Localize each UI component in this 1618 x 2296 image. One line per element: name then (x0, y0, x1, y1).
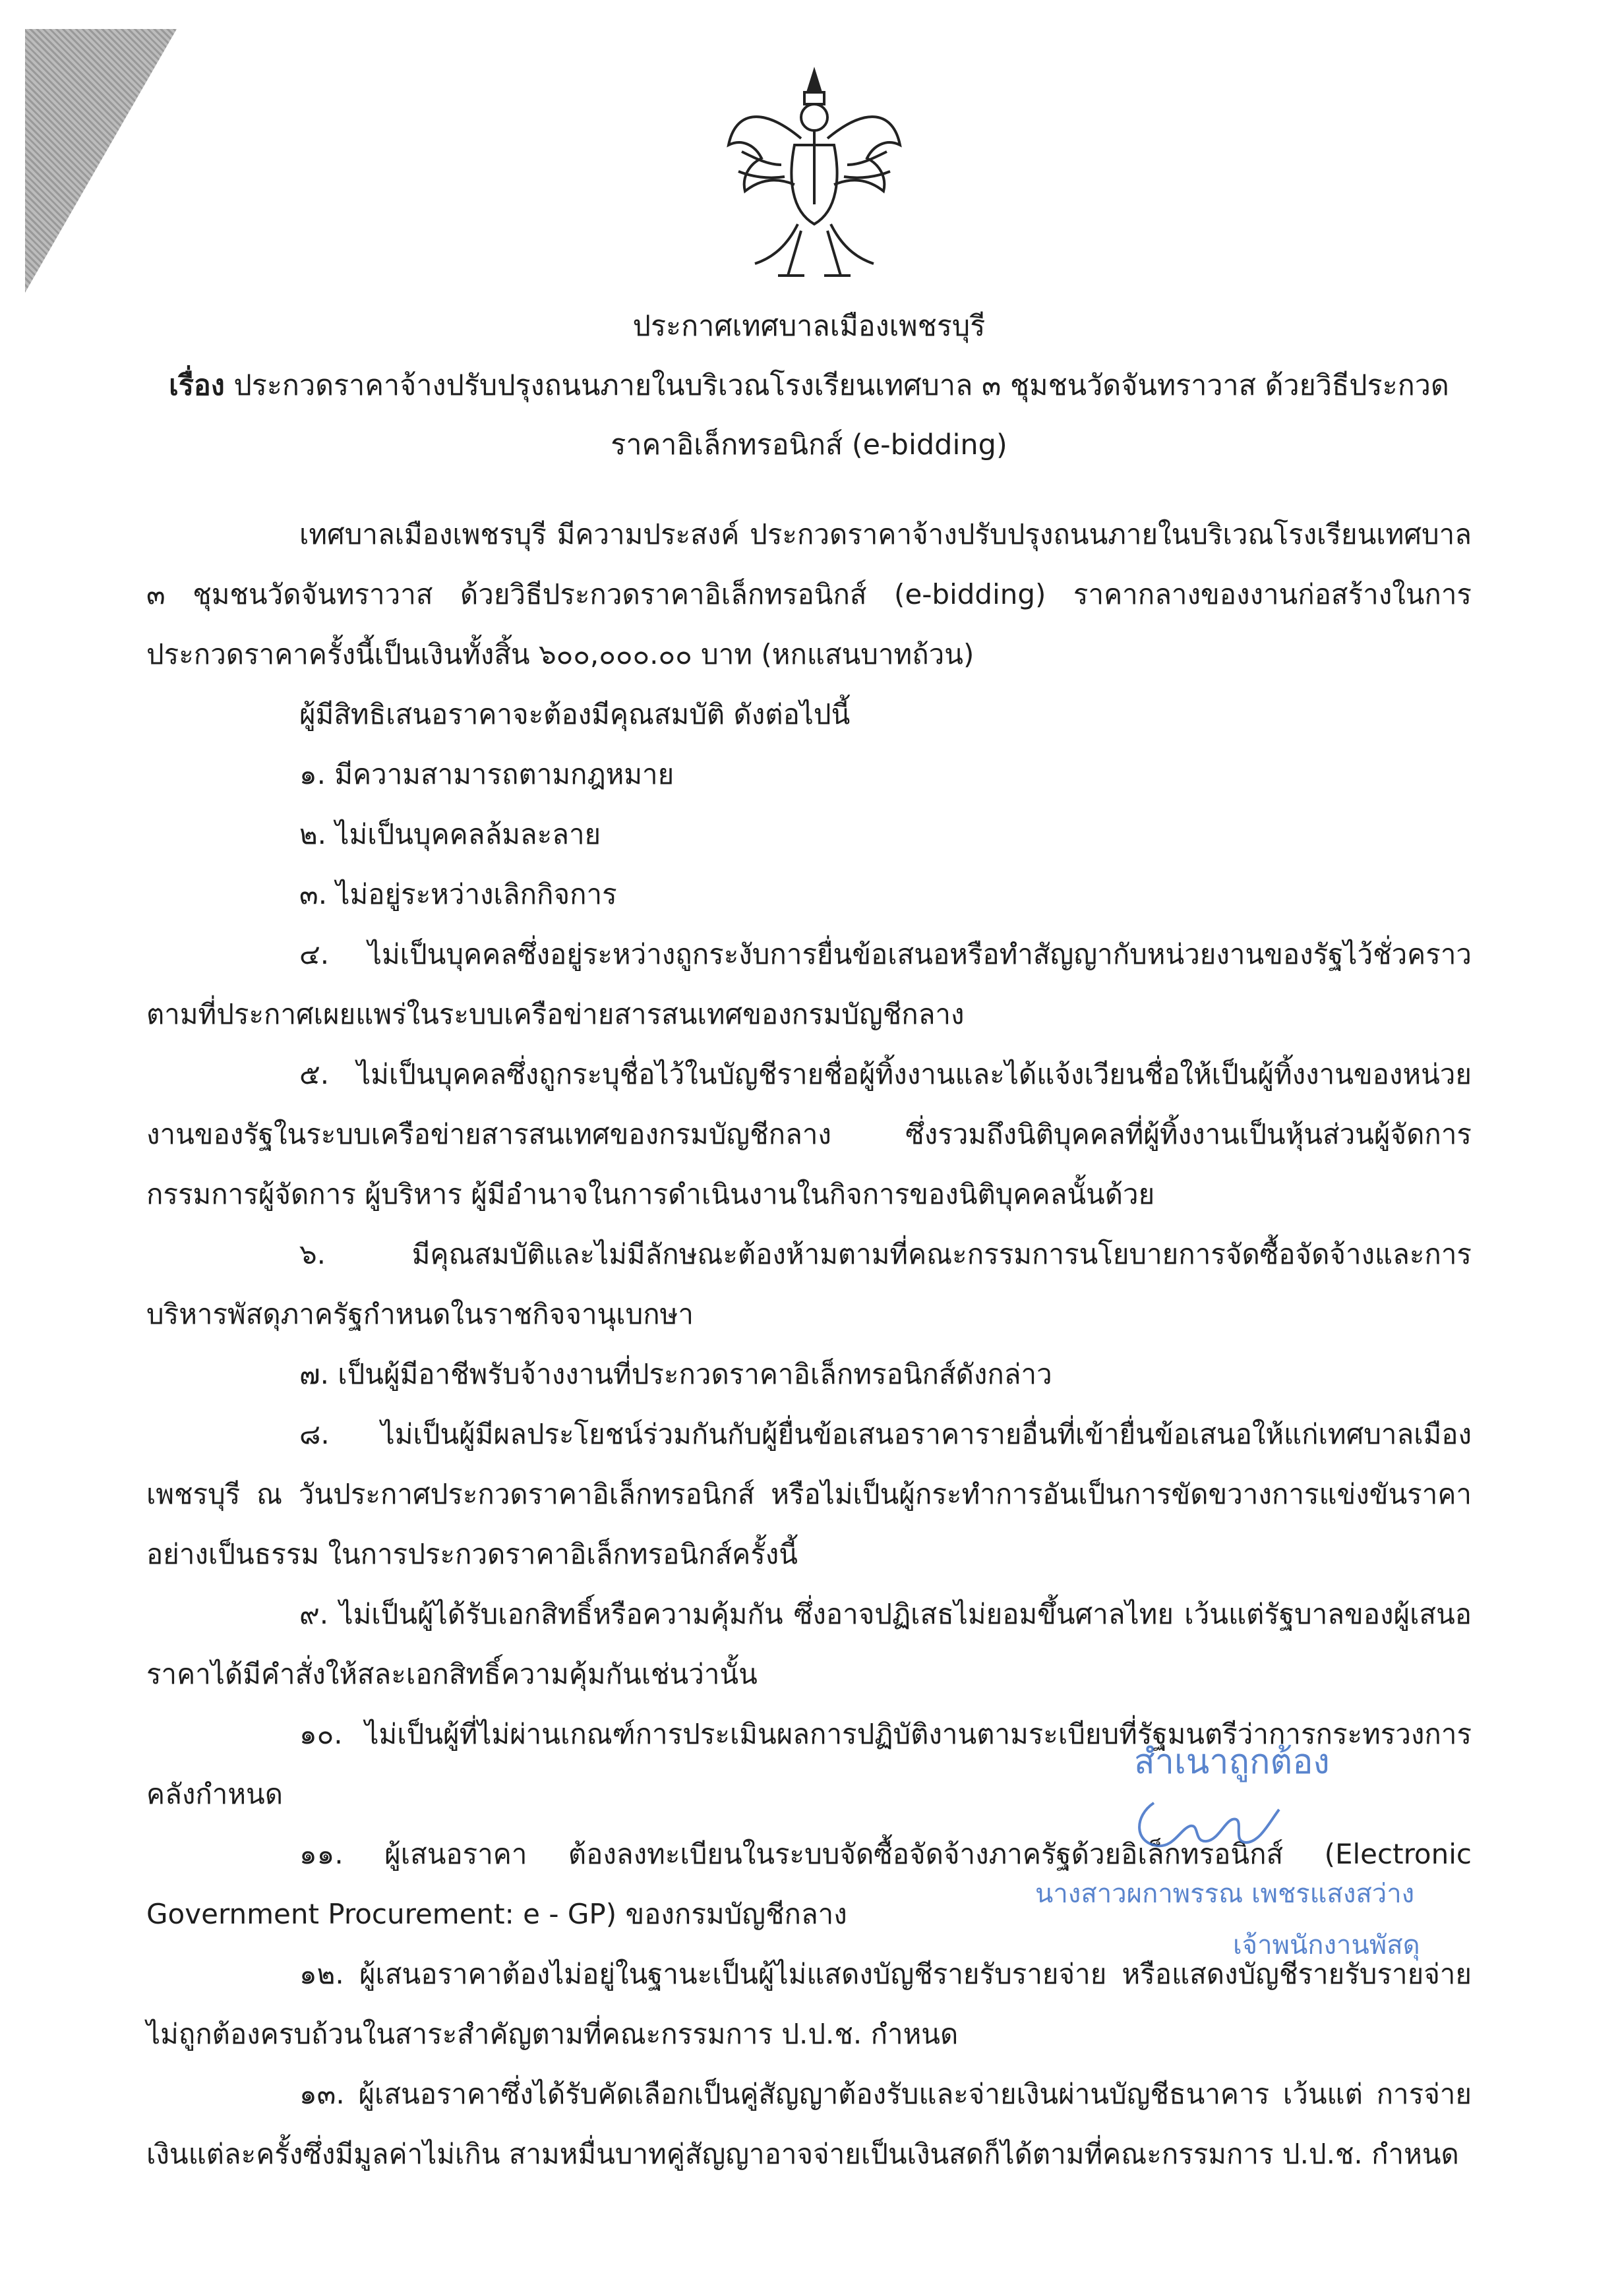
qualification-item-6: ๖. มีคุณสมบัติและไม่มีลักษณะต้องห้ามตามที่คณะกรรมการนโยบายการจัดซื้อจัดจ้างและการบริหารพัสดุภาครัฐกำหนดในราชกิจจานุเบกษา (146, 1238, 1472, 1330)
document-subject (0, 366, 1618, 405)
qualification-item-7: ๗. เป็นผู้มีอาชีพรับจ้างงานที่ประกวดราคาอิเล็กทรอนิกส์ดังกล่าว (299, 1358, 1052, 1390)
qualification-item-4: ๔. ไม่เป็นบุคคลซึ่งอยู่ระหว่างถูกระงับการยื่นข้อเสนอหรือทำสัญญากับหน่วยงานของรัฐไว้ชั่วคราวตามที่ประกาศเผยแพร่ในระบบเครือข่ายสารสนเทศของกรมบัญชีกลาง (146, 938, 1472, 1030)
qualification-item-8: ๘. ไม่เป็นผู้มีผลประโยชน์ร่วมกันกับผู้ยื่นข้อเสนอราคารายอื่นที่เข้ายื่นข้อเสนอให้แก่เทศบาลเมืองเพชรบุรี ณ วันประกาศประกวดราคาอิเล็กทรอนิกส์ หรือไม่เป็นผู้กระทำการอันเป็นการขัดขวางการแข่งขันราคาอย่างเป็นธรรม ในการประกวดราคาอิเล็กทรอนิกส์ครั้งนี้ (146, 1418, 1472, 1570)
signature-icon (1127, 1790, 1299, 1862)
qualification-item-10: ๑๐. ไม่เป็นผู้ที่ไม่ผ่านเกณฑ์การประเมินผลการปฏิบัติงานตามระเบียบที่รัฐมนตรีว่าการกระทรวงการคลังกำหนด (146, 1718, 1472, 1810)
subject-line-1: ประกวดราคาจ้างปรับปรุงถนนภายในบริเวณโรงเรียนเทศบาล ๓ ชุมชนวัดจันทราวาส ด้วยวิธีประกวด (233, 369, 1449, 402)
qualification-item-5: ๕. ไม่เป็นบุคคลซึ่งถูกระบุชื่อไว้ในบัญชีรายชื่อผู้ทิ้งงานและได้แจ้งเวียนชื่อให้เป็นผู้ทิ้งงานของหน่วยงานของรัฐในระบบเครือข่ายสารสนเทศของกรมบัญชีกลาง ซึ่งรวมถึงนิติบุคคลที่ผู้ทิ้งงานเป็นหุ้นส่วนผู้จัดการ กรรมการผู้จัดการ ผู้บริหาร ผู้มีอำนาจในการดำเนินงานในกิจการของนิติบุคคลนั้นด้วย (146, 1058, 1472, 1210)
qualification-item-1: ๑. มีความสามารถตามกฎหมาย (299, 758, 674, 790)
qualification-item-3: ๓. ไม่อยู่ระหว่างเลิกกิจการ (299, 878, 617, 910)
qualification-heading: ผู้มีสิทธิเสนอราคาจะต้องมีคุณสมบัติ ดังต่อไปนี้ (299, 698, 851, 730)
garuda-emblem-icon (715, 66, 913, 283)
qualification-item-13: ๑๓. ผู้เสนอราคาซึ่งได้รับคัดเลือกเป็นคู่สัญญาต้องรับและจ่ายเงินผ่านบัญชีธนาคาร เว้นแต่ การจ่ายเงินแต่ละครั้งซึ่งมีมูลค่าไม่เกิน สามหมื่นบาทคู่สัญญาอาจจ่ายเป็นเงินสดก็ได้ตามที่คณะกรรมการ ป.ป.ช. กำหนด (146, 2078, 1472, 2170)
qualification-item-9: ๙. ไม่เป็นผู้ได้รับเอกสิทธิ์หรือความคุ้มกัน ซึ่งอาจปฏิเสธไม่ยอมขึ้นศาลไทย เว้นแต่รัฐบาลของผู้เสนอราคาได้มีคำสั่งให้สละเอกสิทธิ์ความคุ้มกันเช่นว่านั้น (146, 1598, 1472, 1690)
subject-label: เรื่อง (169, 369, 225, 402)
qualification-item-11: ๑๑. ผู้เสนอราคา ต้องลงทะเบียนในระบบจัดซื้อจัดจ้างภาครัฐด้วยอิเล็กทรอนิกส์ (Electronic Government Procurement: e - GP) ของกรมบัญชีกลาง (146, 1838, 1472, 1930)
scan-corner-shadow (25, 29, 177, 293)
intro-paragraph: เทศบาลเมืองเพชรบุรี มีความประสงค์ ประกวดราคาจ้างปรับปรุงถนนภายในบริเวณโรงเรียนเทศบาล ๓ ชุมชนวัดจันทราวาส ด้วยวิธีประกวดราคาอิเล็กทรอนิกส์ (e-bidding) ราคากลางของงานก่อสร้างในการประกวดราคาครั้งนี้เป็นเงินทั้งสิ้น ๖๐๐,๐๐๐.๐๐ บาท (หกแสนบาทถ้วน) (146, 518, 1472, 670)
certified-copy-stamp: สำเนาถูกต้อง (1134, 1742, 1330, 1782)
document-subject-line-2: ราคาอิเล็กทรอนิกส์ (e-bidding) (611, 428, 1007, 461)
qualification-item-12: ๑๒. ผู้เสนอราคาต้องไม่อยู่ในฐานะเป็นผู้ไม่แสดงบัญชีรายรับรายจ่าย หรือแสดงบัญชีรายรับรายจ่ายไม่ถูกต้องครบถ้วนในสาระสำคัญตามที่คณะกรรมการ ป.ป.ช. กำหนด (146, 1958, 1472, 2050)
qualification-item-2: ๒. ไม่เป็นบุคคลล้มละลาย (299, 818, 601, 850)
stamp-officer-position: เจ้าพนักงานพัสดุ (1233, 1930, 1420, 1960)
document-title: ประกาศเทศบาลเมืองเพชรบุรี (632, 310, 986, 343)
stamp-officer-name: นางสาวผกาพรรณ เพชรแสงสว่าง (1035, 1879, 1415, 1909)
